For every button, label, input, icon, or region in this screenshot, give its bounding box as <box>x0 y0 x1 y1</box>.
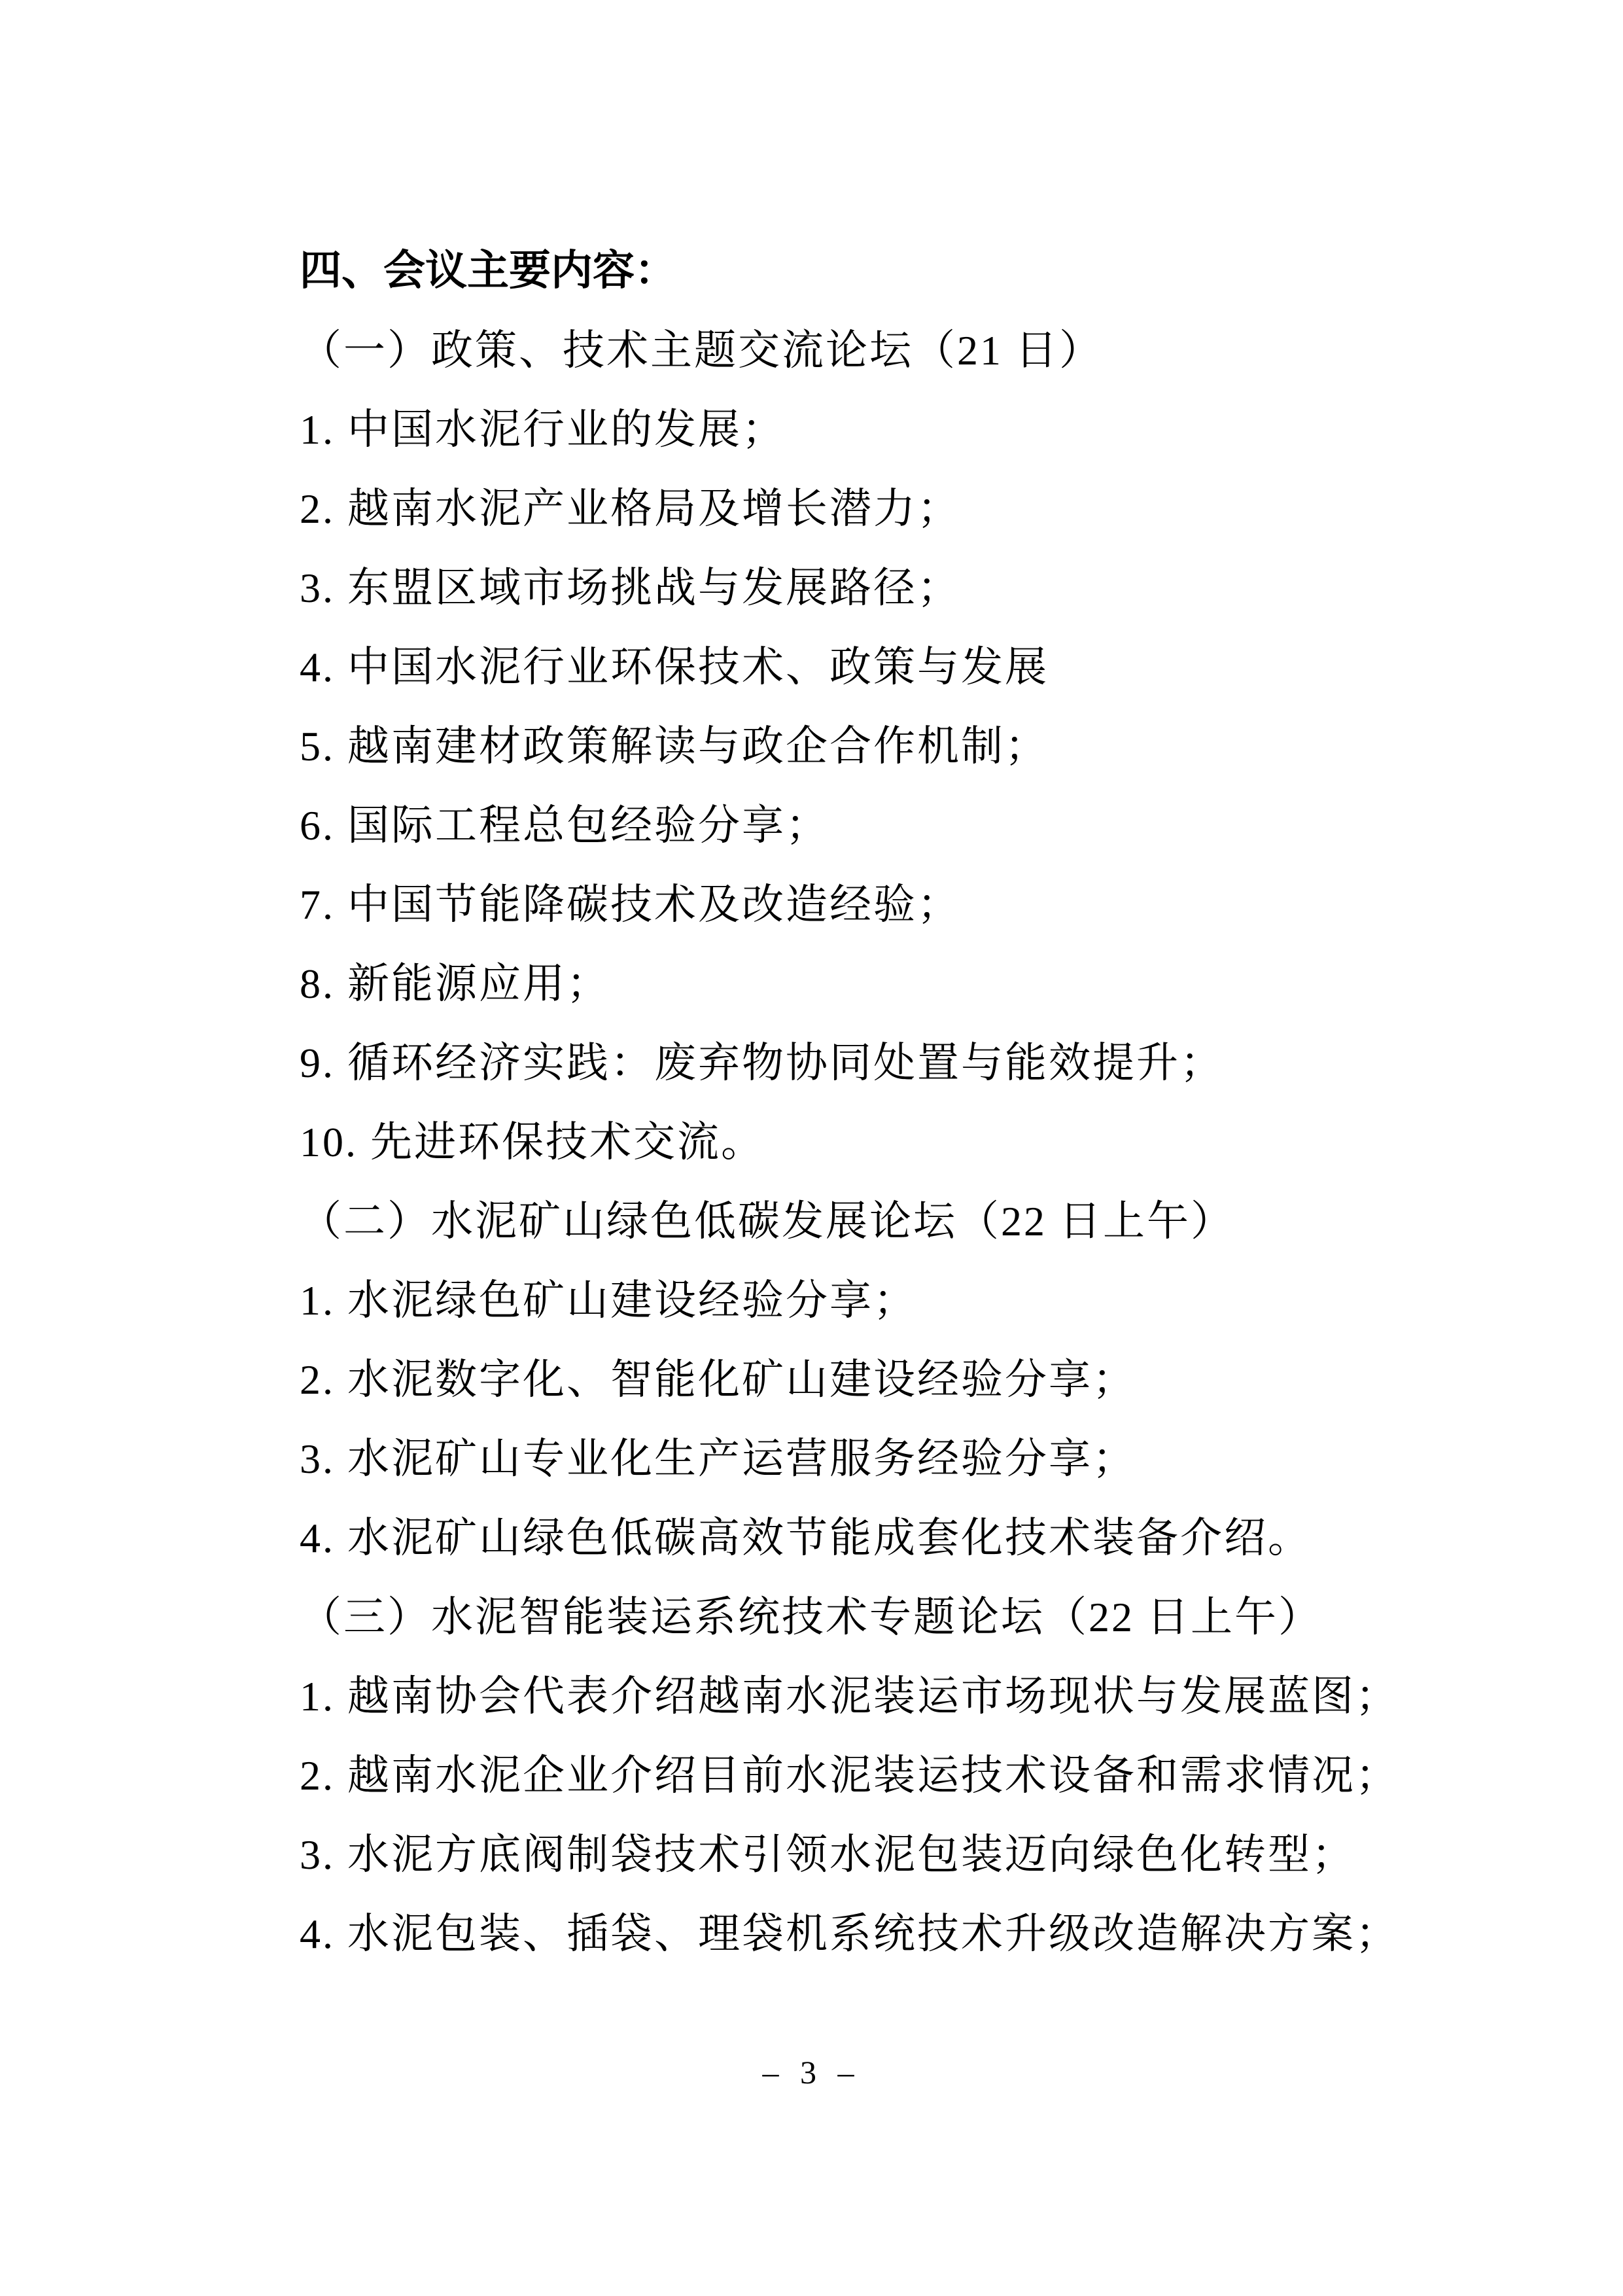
agenda-item-3-1: 1. 越南协会代表介绍越南水泥装运市场现状与发展蓝图； <box>300 1673 1399 1720</box>
document-body <box>300 232 1399 1973</box>
main-heading: 四、会议主要内容： <box>300 247 676 295</box>
agenda-item-2-4: 4. 水泥矿山绿色低碳高效节能成套化技术装备介绍。 <box>300 1515 1312 1561</box>
section-title-3: （三）水泥智能装运系统技术专题论坛（22 日上午） <box>300 1594 1322 1640</box>
agenda-item-1-9: 9. 循环经济实践：废弃物协同处置与能效提升； <box>300 1040 1224 1086</box>
agenda-item-1-2: 2. 越南水泥产业格局及增长潜力； <box>300 486 961 532</box>
agenda-item-3-2: 2. 越南水泥企业介绍目前水泥装运技术设备和需求情况； <box>300 1752 1399 1799</box>
section-title-1: （一）政策、技术主题交流论坛（21 日） <box>300 327 1103 374</box>
agenda-item-1-10: 10. 先进环保技术交流。 <box>300 1119 765 1165</box>
section-title-2: （二）水泥矿山绿色低碳发展论坛（22 日上午） <box>300 1198 1234 1245</box>
agenda-item-1-8: 8. 新能源应用； <box>300 961 610 1007</box>
agenda-item-1-4: 4. 中国水泥行业环保技术、政策与发展 <box>300 644 1049 690</box>
agenda-item-1-3: 3. 东盟区域市场挑战与发展路径； <box>300 565 961 611</box>
agenda-item-2-2: 2. 水泥数字化、智能化矿山建设经验分享； <box>300 1356 1136 1403</box>
page-number: – 3 – <box>762 2054 861 2091</box>
agenda-item-1-7: 7. 中国节能降碳技术及改造经验； <box>300 881 961 928</box>
agenda-item-3-3: 3. 水泥方底阀制袋技术引领水泥包装迈向绿色化转型； <box>300 1831 1355 1878</box>
agenda-item-3-4: 4. 水泥包装、插袋、理袋机系统技术升级改造解决方案； <box>300 1911 1399 1957</box>
agenda-item-2-3: 3. 水泥矿山专业化生产运营服务经验分享； <box>300 1436 1136 1482</box>
agenda-item-1-6: 6. 国际工程总包经验分享； <box>300 802 829 849</box>
agenda-item-1-1: 1. 中国水泥行业的发展； <box>300 406 786 453</box>
agenda-item-1-5: 5. 越南建材政策解读与政企合作机制； <box>300 723 1049 769</box>
agenda-item-2-1: 1. 水泥绿色矿山建设经验分享； <box>300 1277 917 1324</box>
